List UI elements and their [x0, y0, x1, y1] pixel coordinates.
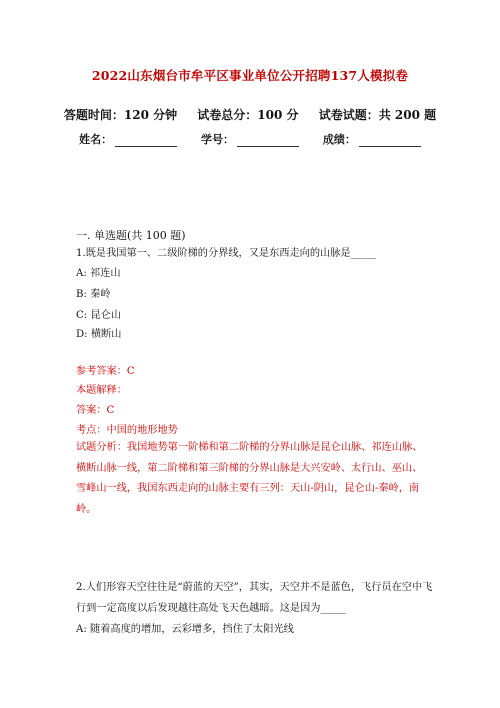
exam-meta [0, 106, 500, 123]
question-1-option-c: C: 昆仑山 [76, 310, 122, 321]
section-heading: 一. 单选题(共 100 题) [76, 229, 186, 242]
id-blank [237, 135, 299, 147]
question-1-stem: 1.既是我国第一、二级阶梯的分界线，又是东西走向的山脉是_____ [76, 248, 377, 259]
knowledge-point: 考点：中国的地形地势 [76, 425, 178, 436]
question-1-option-a: A: 祁连山 [76, 268, 121, 279]
question-2-option-a: A: 随着高度的增加，云彩增多，挡住了太阳光线 [76, 624, 294, 635]
exam-question-count: 试卷试题：共 200 题 [318, 108, 437, 122]
question-1-option-d: D: 横断山 [76, 329, 122, 340]
explanation-label: 本题解释： [76, 385, 127, 396]
question-2-stem: 2.人们形容天空往往是“蔚蓝的天空”，其实，天空并不是蓝色，飞行员在空中飞行到一定高度以后发现越往高处飞天色越暗。这是因为_____ [76, 582, 433, 614]
question-1-option-b: B: 秦岭 [76, 289, 111, 300]
id-field [201, 131, 299, 147]
id-label: 学号： [201, 133, 234, 146]
exam-total-score: 试卷总分：100 分 [197, 108, 299, 122]
page-title: 2022山东烟台市牟平区事业单位公开招聘137人模拟卷 [91, 68, 409, 83]
reference-answer: 参考答案：C [76, 366, 135, 377]
student-info-fields [0, 131, 500, 147]
answer: 答案：C [76, 405, 115, 416]
grade-field [323, 131, 421, 147]
analysis-text: 试题分析：我国地势第一阶梯和第二阶梯的分界山脉是昆仑山脉、祁连山脉、横断山脉一线，第二阶梯和第三阶梯的分界山脉是大兴安岭、太行山、巫山、雪峰山一线，我国东西走向的山脉主要有三列：天山-阴山，昆仑山-秦岭，南岭。 [76, 442, 423, 515]
grade-label: 成绩： [322, 133, 356, 146]
grade-blank [359, 135, 421, 147]
name-field [79, 131, 177, 147]
name-blank [115, 135, 177, 147]
exam-time: 答题时间：120 分钟 [63, 108, 178, 122]
name-label: 姓名： [79, 133, 113, 146]
